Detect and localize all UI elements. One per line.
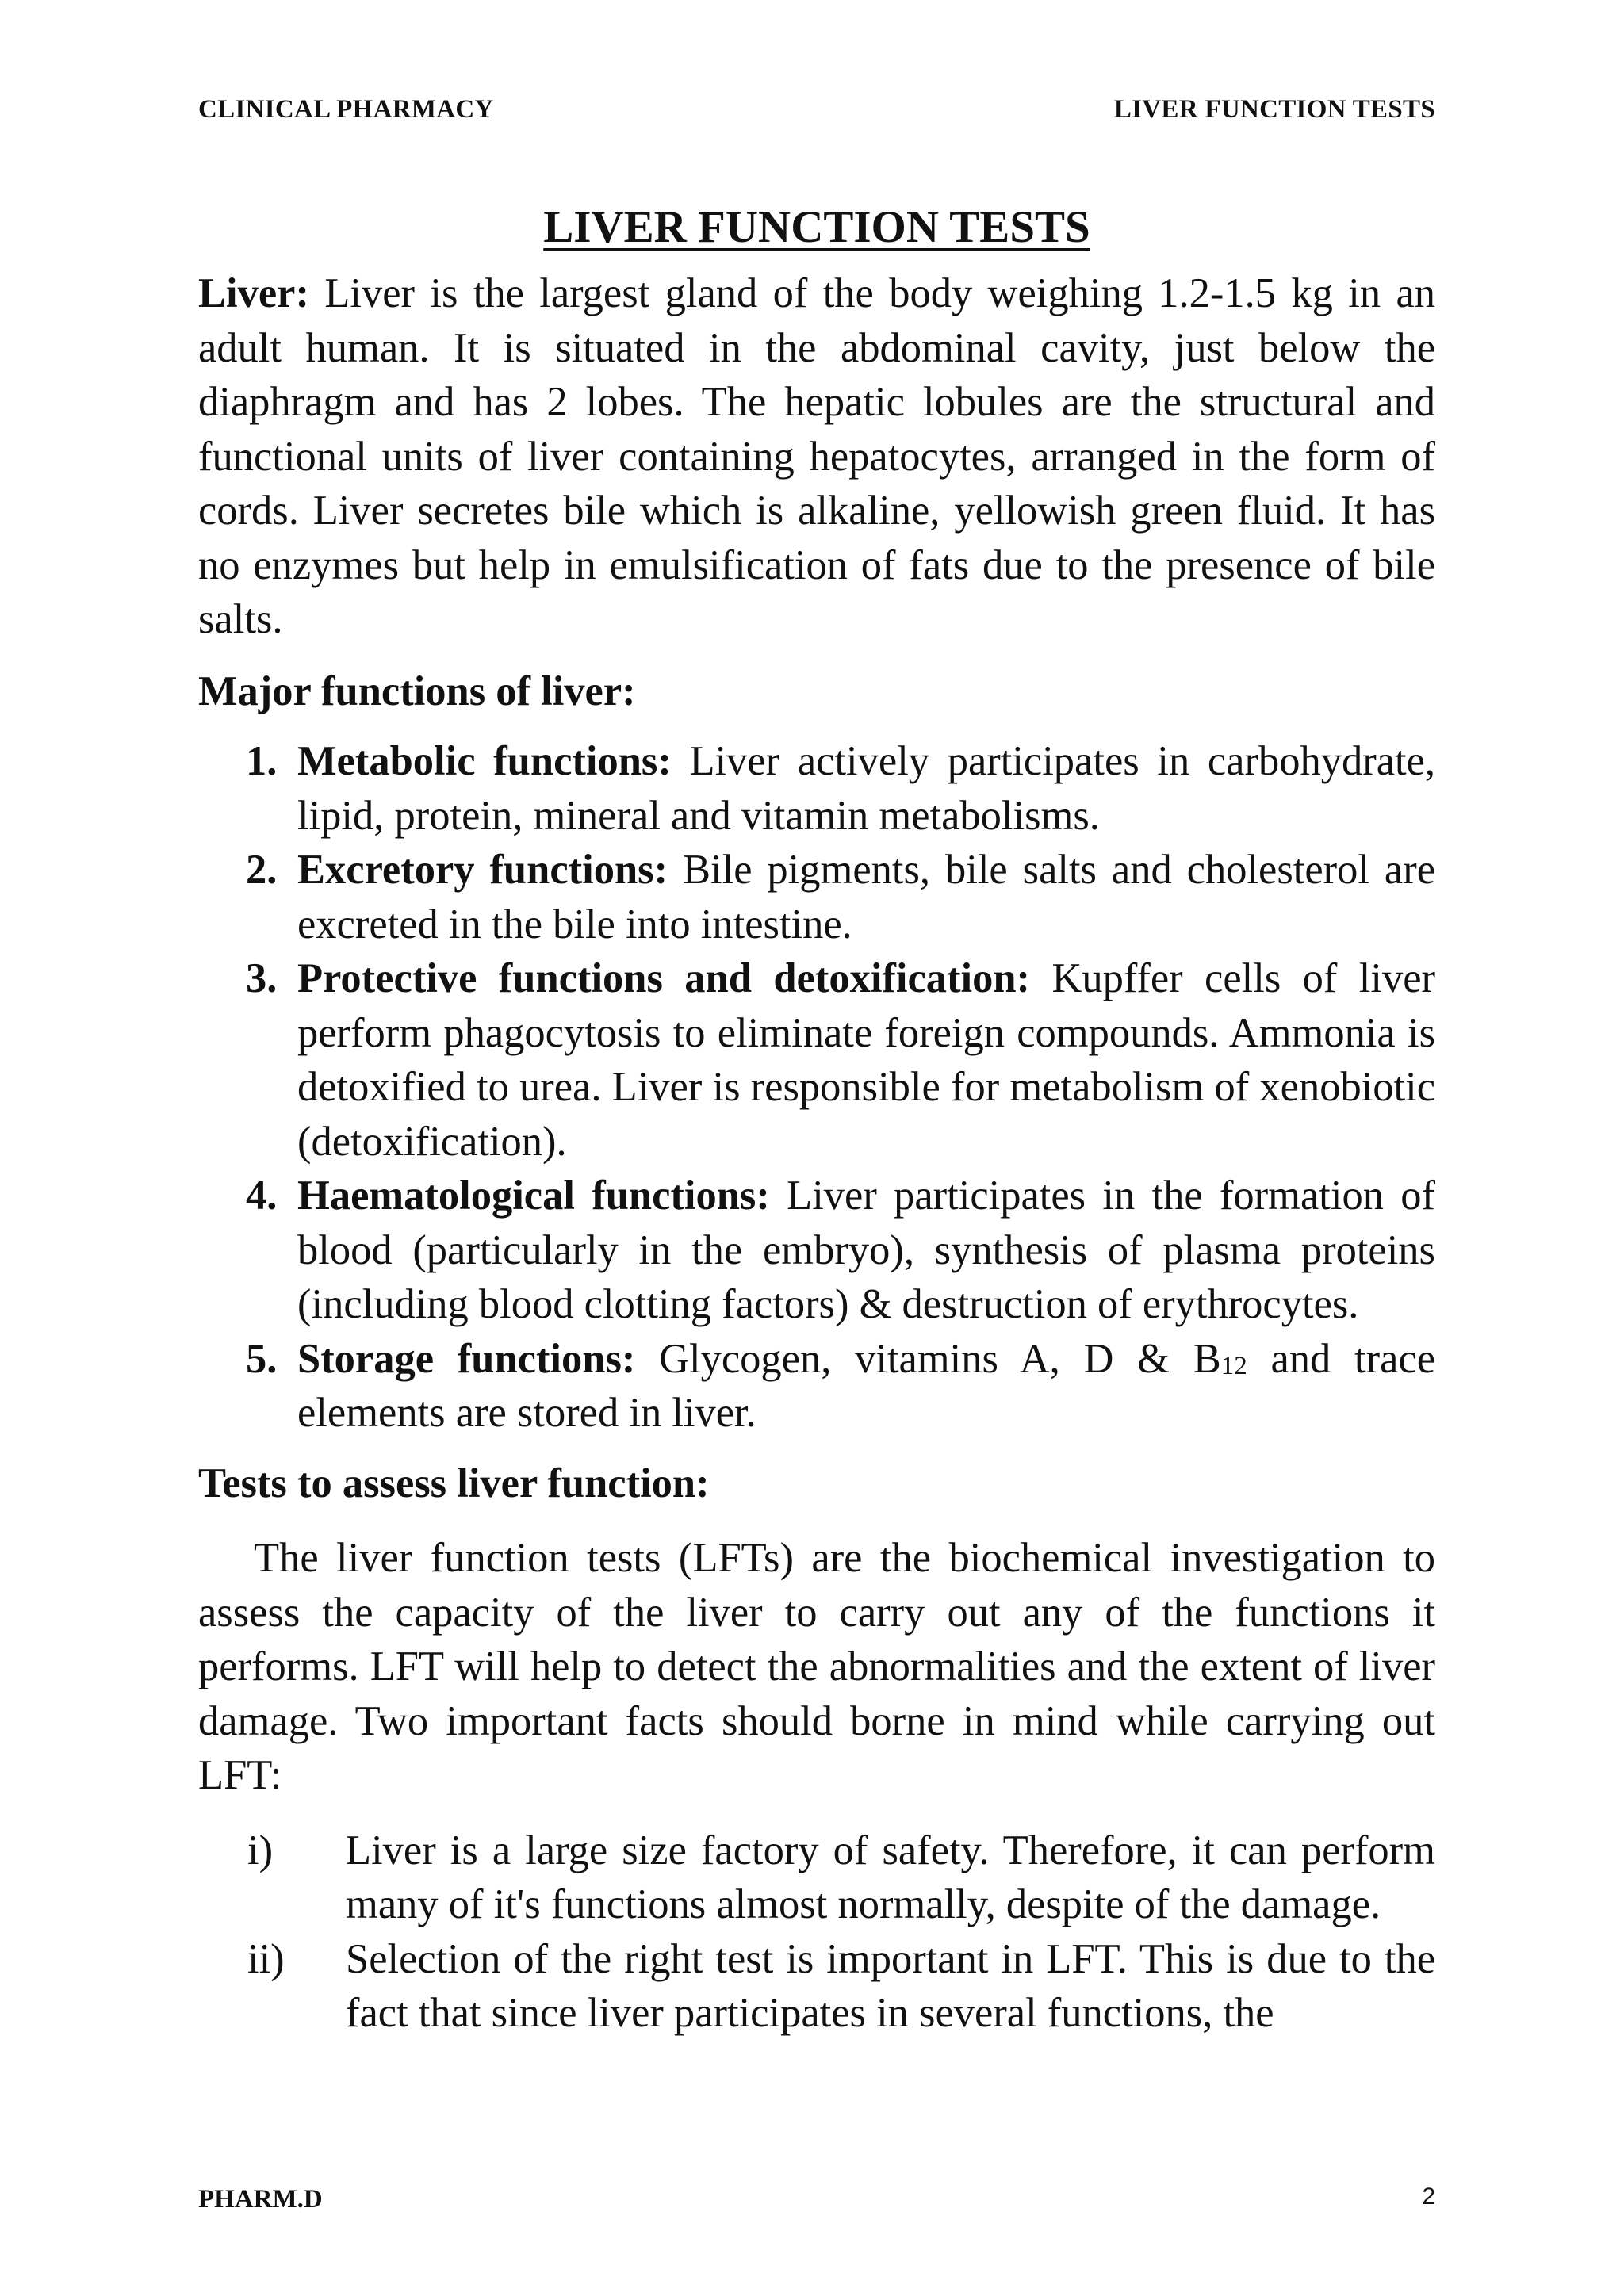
tests-paragraph: The liver function tests (LFTs) are the biochemical investigation to assess the capacity of the liver to carry out any of the functions it performs. LFT will help to detect the abnormalities and the extent of liver damage. Two important facts should borne in mind while carrying out LFT: (198, 1535, 1435, 1798)
item-term: Protective functions and detoxification: (297, 955, 1031, 1001)
item-text: Kupffer cells of liver perform phagocytosis to eliminate foreign compounds. Ammonia is detoxified to urea. Liver is responsible for metabolism of xenobiotic (detoxification). (297, 955, 1435, 1165)
item-text: Liver participates in the formation of blood (particularly in the embryo), synthesis of plasma proteins (including blood clotting factors) & destruction of erythrocytes. (297, 1173, 1435, 1327)
list-item (198, 1823, 1435, 1932)
header-chapter-title: LIVER FUNCTION TESTS (1113, 95, 1435, 124)
list-item (198, 843, 1435, 951)
item-term: Metabolic functions: (297, 738, 672, 784)
footer-label: PHARM.D (198, 2185, 323, 2214)
page-header (198, 95, 1435, 124)
list-item (198, 1932, 1435, 2041)
item-number: 5. (246, 1335, 278, 1382)
item-number: ii) (247, 1935, 285, 1982)
item-number: i) (247, 1827, 274, 1873)
vitamin-subscript: 12 (1220, 1351, 1247, 1380)
facts-list (198, 1823, 1435, 2041)
functions-list (198, 734, 1435, 1441)
intro-text: Liver is the largest gland of the body weighing 1.2-1.5 kg in an adult human. It is situated in the abdominal cavity, just below the diaphragm and has 2 lobes. The hepatic lobules are the structural and functional units of liver containing hepatocytes, arranged in the form of cords. Liver secretes bile which is alkaline, yellowish green fluid. It has no enzymes but help in emulsification of fats due to the presence of bile salts. (198, 270, 1436, 642)
item-text: Liver actively participates in carbohydrate, lipid, protein, mineral and vitamin metabolisms. (297, 738, 1436, 839)
item-term: Storage functions: (297, 1335, 636, 1382)
intro-label: Liver: (198, 270, 309, 316)
item-number: 1. (246, 738, 278, 784)
item-text-before: Glycogen, vitamins A, D & B (659, 1335, 1221, 1382)
intro-paragraph (198, 266, 1435, 647)
list-item (198, 951, 1435, 1169)
item-number: 2. (246, 847, 278, 893)
item-text: Liver is a large size factory of safety. Therefore, it can perform many of it's functions almost normally, despite of the damage. (346, 1827, 1435, 1927)
page-content (198, 200, 1435, 2041)
item-text-after: and trace elements are stored in liver. (297, 1335, 1436, 1436)
item-term: Excretory functions: (297, 847, 668, 893)
list-item (198, 734, 1435, 843)
tests-heading: Tests to assess liver function: (198, 1460, 710, 1506)
page-title: LIVER FUNCTION TESTS (543, 202, 1090, 252)
functions-heading: Major functions of liver: (198, 668, 636, 714)
item-number: 4. (246, 1173, 278, 1219)
item-term: Haematological functions: (297, 1173, 770, 1219)
list-item (198, 1169, 1435, 1332)
list-item (198, 1332, 1435, 1441)
item-text: Selection of the right test is important in LFT. This is due to the fact that since liver participates in several functions, the (346, 1935, 1435, 2036)
page-number: 2 (1422, 2183, 1435, 2210)
header-course-title: CLINICAL PHARMACY (198, 95, 494, 124)
item-text: Bile pigments, bile salts and cholesterol are excreted in the bile into intestine. (297, 847, 1435, 947)
item-number: 3. (246, 955, 278, 1001)
